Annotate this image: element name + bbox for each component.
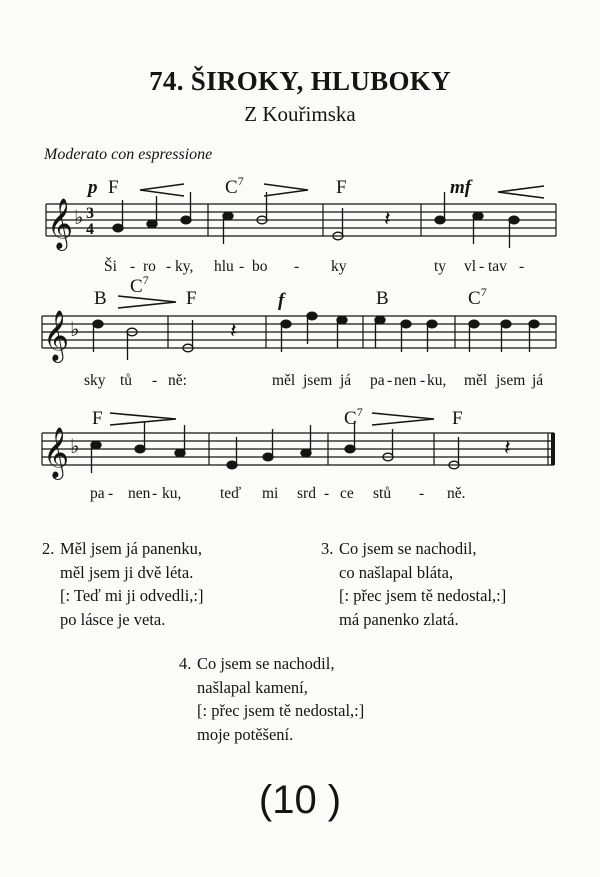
verse-4 xyxy=(179,652,365,746)
flat-icon: ♭ xyxy=(70,434,80,458)
lyric-syllable: měl xyxy=(272,372,296,389)
verse-line: má panenko zlatá. xyxy=(339,609,459,629)
lyric-syllable: ty xyxy=(434,258,447,275)
lyric-syllable: vl xyxy=(464,258,477,275)
lyric-syllable: mi xyxy=(262,485,279,502)
lyric-syllable: ro xyxy=(143,258,156,275)
note-head xyxy=(227,461,237,469)
quarter-rest-icon: 𝄽 xyxy=(504,436,511,461)
decrescendo-icon xyxy=(372,413,434,425)
verse-line: Co jsem se nachodil, xyxy=(339,539,477,558)
note-head xyxy=(337,316,347,324)
note-head xyxy=(135,445,145,453)
note-head xyxy=(301,449,311,457)
note-head xyxy=(427,320,437,328)
staff-line-1 xyxy=(0,170,600,260)
chord-symbol: F xyxy=(92,408,103,429)
tempo-marking: Moderato con espressione xyxy=(44,146,213,163)
lyric-syllable: teď xyxy=(220,485,242,502)
flat-icon: ♭ xyxy=(70,317,80,341)
lyric-syllable: ce xyxy=(340,485,354,502)
note-head xyxy=(223,212,233,220)
song-title: 74. ŠIROKY, HLUBOKY xyxy=(149,66,451,96)
note-head xyxy=(375,316,385,324)
note-head xyxy=(147,220,157,228)
verse-line: [: přec jsem tě nedostal,:] xyxy=(197,701,365,720)
lyric-syllable: sky xyxy=(84,372,106,389)
lyric-syllable: jsem xyxy=(303,372,333,389)
lyric-syllable: bo xyxy=(252,258,268,275)
treble-clef-icon: 𝄞 xyxy=(43,310,70,361)
page-number: (10 ) xyxy=(258,778,342,822)
verse-2 xyxy=(42,537,204,631)
note-head xyxy=(345,445,355,453)
chord-symbol: $C^7$ xyxy=(344,405,363,429)
verse-number: 2. xyxy=(42,539,55,558)
lyric-syllable: hlu xyxy=(214,258,234,275)
lyric-hyphen: - xyxy=(166,258,172,275)
chord-symbol: $C^7$ xyxy=(225,174,244,198)
note-head xyxy=(181,216,191,224)
dynamic-piano: p xyxy=(88,177,98,198)
lyric-hyphen: - xyxy=(294,258,300,275)
lyrics-line-2 xyxy=(0,372,600,394)
chord-symbol: F xyxy=(186,288,197,309)
song-origin: Z Kouřimska xyxy=(244,102,356,126)
note-head xyxy=(91,441,101,449)
staff-line-2 xyxy=(0,273,600,378)
verse-line: Měl jsem já panenku, xyxy=(60,539,203,558)
lyric-syllable: stů xyxy=(373,485,392,502)
quarter-rest-icon: 𝄽 xyxy=(384,207,391,232)
lyric-syllable: ně. xyxy=(447,485,466,502)
chord-symbol: $C^7$ xyxy=(468,285,487,309)
lyric-syllable: ně: xyxy=(168,372,187,389)
note-head xyxy=(281,320,291,328)
verse-number: 4. xyxy=(179,654,192,673)
treble-clef-icon: 𝄞 xyxy=(43,427,70,478)
chord-symbol: F xyxy=(108,177,119,198)
lyrics-line-3 xyxy=(0,485,600,507)
verse-3 xyxy=(321,537,507,631)
lyric-hyphen: - xyxy=(387,372,393,389)
lyric-hyphen: - xyxy=(420,372,426,389)
note-head xyxy=(529,320,539,328)
chord-symbol: $C^7$ xyxy=(130,273,149,297)
lyric-syllable: pa xyxy=(370,372,385,389)
note-head xyxy=(93,320,103,328)
lyric-syllable: tů xyxy=(120,372,133,389)
note-head xyxy=(307,312,317,320)
dynamic-mezzo-forte: mf xyxy=(450,177,472,198)
lyric-hyphen: - xyxy=(152,485,158,502)
lyric-syllable: ky, xyxy=(175,258,194,275)
chord-symbol: B xyxy=(94,288,107,309)
verse-line: [: přec jsem tě nedostal,:] xyxy=(339,586,507,605)
chord-symbol: F xyxy=(452,408,463,429)
crescendo-icon xyxy=(498,186,544,198)
verse-line: co našlapal bláta, xyxy=(339,562,454,582)
lyric-hyphen: - xyxy=(130,258,136,275)
verse-line: [: Teď mi ji odvedli,:] xyxy=(60,586,204,605)
lyrics-line-1 xyxy=(0,258,600,280)
lyric-hyphen: - xyxy=(108,485,120,502)
note-head xyxy=(501,320,511,328)
final-barline xyxy=(551,433,555,465)
lyric-syllable: nen xyxy=(128,485,151,502)
lyric-syllable: Ši xyxy=(104,258,117,275)
note-head xyxy=(113,224,123,232)
treble-clef-icon: 𝄞 xyxy=(47,198,74,249)
lyric-syllable: nen xyxy=(394,372,417,389)
note-head xyxy=(469,320,479,328)
lyric-hyphen: - xyxy=(324,485,330,502)
lyric-syllable: ku, xyxy=(427,372,447,389)
lyric-syllable: měl xyxy=(464,372,488,389)
lyric-hyphen: - xyxy=(479,258,485,275)
lyric-syllable: ky xyxy=(331,258,347,275)
note-head xyxy=(263,453,273,461)
note-head xyxy=(509,216,519,224)
time-signature-bottom: 4 xyxy=(86,221,94,238)
decrescendo-icon xyxy=(118,296,176,308)
lyric-syllable: já xyxy=(532,372,544,389)
verse-line: měl jsem ji dvě léta. xyxy=(60,562,194,582)
lyric-hyphen: - xyxy=(239,258,245,275)
chord-symbol: B xyxy=(376,288,389,309)
lyric-syllable: srd xyxy=(297,485,316,502)
lyric-syllable: tav xyxy=(488,258,507,275)
lyric-syllable: já xyxy=(340,372,352,389)
crescendo-icon xyxy=(140,184,184,196)
quarter-rest-icon: 𝄽 xyxy=(230,319,237,344)
lyric-hyphen: - xyxy=(152,372,158,389)
note-head xyxy=(435,216,445,224)
note-head xyxy=(401,320,411,328)
lyric-syllable: ku, xyxy=(162,485,182,502)
verse-line: našlapal kamení, xyxy=(197,677,308,697)
lyric-syllable: jsem xyxy=(496,372,526,389)
verse-line: Co jsem se nachodil, xyxy=(197,654,335,673)
verse-number: 3. xyxy=(321,539,334,558)
verse-line: moje potěšení. xyxy=(197,724,294,744)
staff-line-3 xyxy=(0,398,600,493)
decrescendo-icon xyxy=(110,413,176,425)
verse-line: po lásce je veta. xyxy=(60,609,166,629)
lyric-syllable: pa xyxy=(90,485,105,502)
note-head xyxy=(473,212,483,220)
dynamic-forte: f xyxy=(278,290,285,311)
decrescendo-icon xyxy=(264,184,308,196)
chord-symbol: F xyxy=(336,177,347,198)
note-head xyxy=(175,449,185,457)
lyric-hyphen: - xyxy=(419,485,425,502)
time-signature-top: 3 xyxy=(86,205,94,222)
flat-icon: ♭ xyxy=(74,205,84,229)
lyric-hyphen: - xyxy=(519,258,525,275)
